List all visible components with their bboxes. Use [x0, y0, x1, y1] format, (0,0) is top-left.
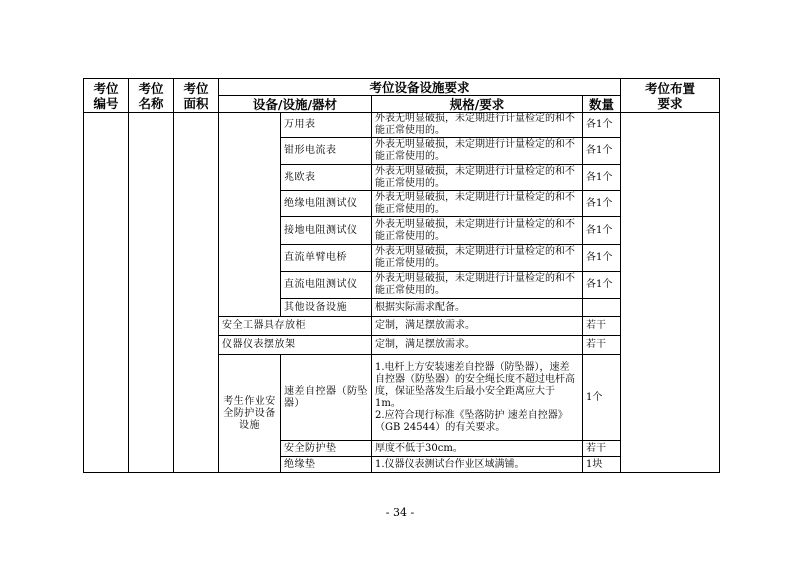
cell-layout — [621, 113, 720, 473]
equipment-qty: 若干 — [583, 317, 621, 336]
equipment-spec: 外表无明显破损，未定期进行计量检定的和不能正常使用的。 — [372, 165, 583, 191]
equipment-qty: 各1个 — [583, 165, 621, 191]
equipment-qty: 各1个 — [583, 245, 621, 272]
equipment-qty: 各1个 — [583, 272, 621, 299]
cell-name — [129, 113, 174, 473]
cell-instrument-group — [219, 113, 281, 317]
equipment-spec: 1.仪器仪表测试台作业区域满铺。 — [372, 457, 583, 473]
equipment-name: 绝缘垫 — [281, 457, 372, 473]
safety-group-label: 考生作业安全防护设备设施 — [219, 355, 281, 473]
header-name: 考位 名称 — [129, 79, 174, 113]
equipment-name: 直流电阻测试仪 — [281, 272, 372, 299]
equipment-spec: 外表无明显破损，未定期进行计量检定的和不能正常使用的。 — [372, 191, 583, 217]
header-spec: 规格/要求 — [372, 96, 583, 113]
header-layout: 考位布置 要求 — [621, 79, 720, 113]
table-row — [84, 113, 720, 138]
equipment-spec: 外表无明显破损，未定期进行计量检定的和不能正常使用的。 — [372, 245, 583, 272]
header-id: 考位 编号 — [84, 79, 129, 113]
equipment-name: 直流单臂电桥 — [281, 245, 372, 272]
equipment-qty: 各1个 — [583, 138, 621, 165]
requirements-table — [83, 78, 720, 473]
equipment-name: 兆欧表 — [281, 165, 372, 191]
equipment-spec: 外表无明显破损，未定期进行计量检定的和不能正常使用的。 — [372, 217, 583, 245]
equipment-spec: 根据实际需求配备。 — [372, 299, 583, 317]
equipment-name: 钳形电流表 — [281, 138, 372, 165]
equipment-name: 安全防护垫 — [281, 441, 372, 457]
equipment-qty: 各1个 — [583, 191, 621, 217]
cell-area — [174, 113, 219, 473]
page-number: - 34 - — [385, 506, 415, 519]
equipment-qty: 若干 — [583, 441, 621, 457]
equipment-spec: 1.电杆上方安装速差自控器（防坠器），速差自控器（防坠器）的安全绳长度不超过电杆高度，保证坠落发生后最小安全距离应大于1m。 2.应符合现行标准《坠落防护 速差自控器》（GB 24544）的有关要求。 — [372, 355, 583, 441]
header-qty: 数量 — [583, 96, 621, 113]
equipment-spec: 定制，满足摆放需求。 — [372, 317, 583, 336]
header-row-1 — [84, 79, 720, 96]
equipment-spec: 厚度不低于30cm。 — [372, 441, 583, 457]
equipment-name: 仪器仪表摆放架 — [219, 336, 372, 355]
equipment-spec: 定制，满足摆放需求。 — [372, 336, 583, 355]
header-equipment: 设备/设施/器材 — [219, 96, 372, 113]
equipment-name: 速差自控器（防坠器） — [281, 355, 372, 441]
equipment-name: 万用表 — [281, 113, 372, 138]
equipment-spec: 外表无明显破损，未定期进行计量检定的和不能正常使用的。 — [372, 138, 583, 165]
header-requirements-group: 考位设备设施要求 — [219, 79, 621, 96]
equipment-qty — [583, 299, 621, 317]
equipment-name: 绝缘电阻测试仪 — [281, 191, 372, 217]
equipment-qty: 若干 — [583, 336, 621, 355]
equipment-spec: 外表无明显破损，未定期进行计量检定的和不能正常使用的。 — [372, 272, 583, 299]
equipment-name: 安全工器具存放柜 — [219, 317, 372, 336]
equipment-name: 其他设备设施 — [281, 299, 372, 317]
equipment-qty: 各1个 — [583, 113, 621, 138]
equipment-qty: 1块 — [583, 457, 621, 473]
equipment-spec: 外表无明显破损，未定期进行计量检定的和不能正常使用的。 — [372, 113, 583, 138]
equipment-qty: 1个 — [583, 355, 621, 441]
equipment-name: 接地电阻测试仪 — [281, 217, 372, 245]
cell-id — [84, 113, 129, 473]
equipment-qty: 各1个 — [583, 217, 621, 245]
header-area: 考位 面积 — [174, 79, 219, 113]
